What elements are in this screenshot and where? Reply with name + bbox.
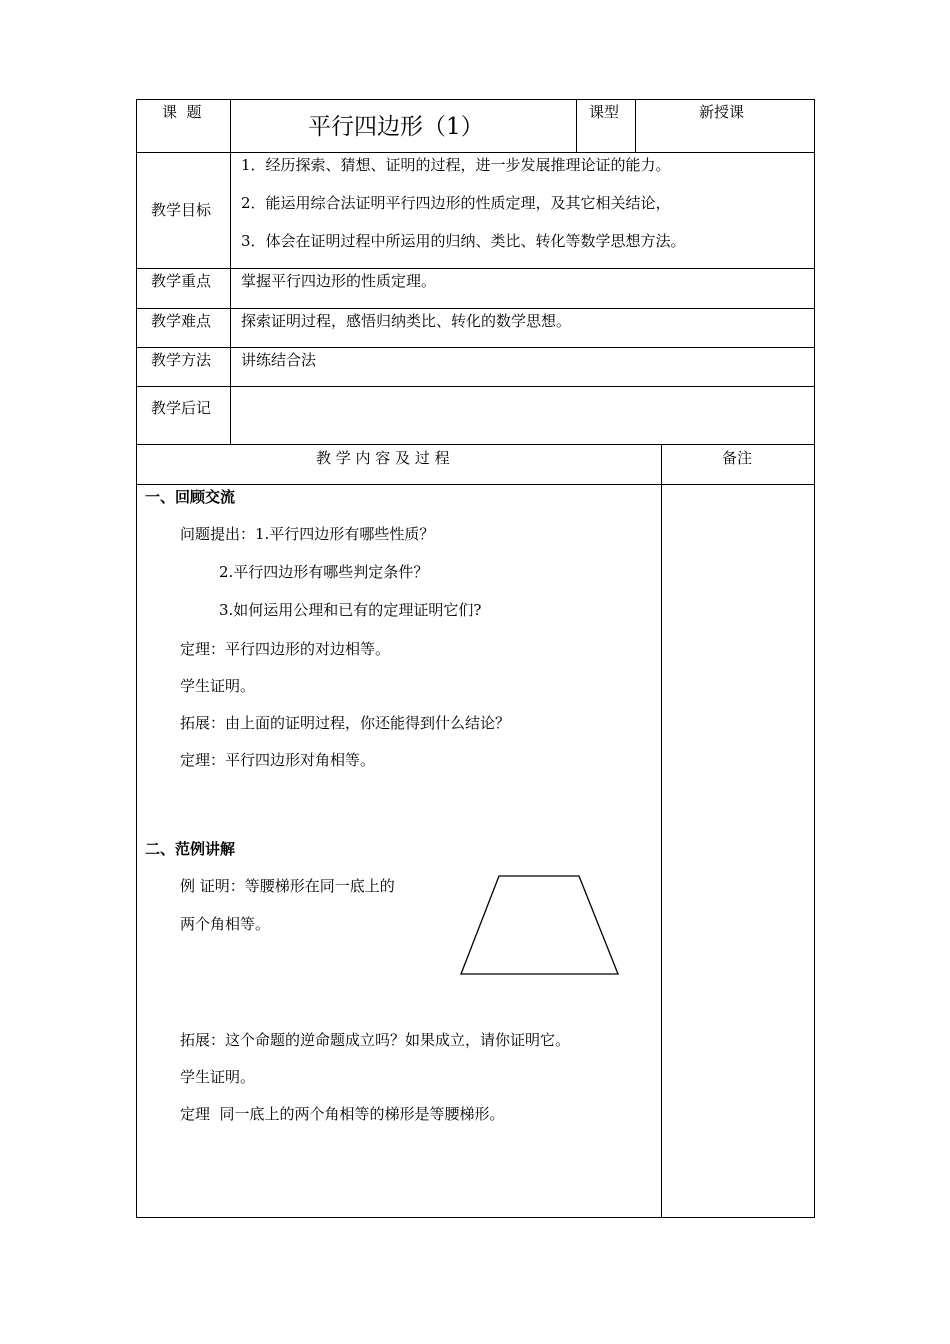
- row-divider: [136, 484, 815, 485]
- table-border-left: [136, 99, 137, 1218]
- theorem-line: 定理 同一底上的两个角相等的梯形是等腰梯形。: [180, 1105, 505, 1123]
- type-label-divider: [576, 99, 577, 153]
- type-label: 课型: [589, 103, 620, 121]
- theorem-line: 定理：平行四边形的对边相等。: [180, 640, 391, 658]
- topic-label: 课 题: [162, 103, 202, 121]
- page-title: 平行四边形（1）: [308, 114, 484, 140]
- row-divider: [136, 347, 815, 348]
- row-divider: [136, 152, 815, 153]
- row-divider: [136, 386, 815, 387]
- type-value: 新授课: [699, 103, 745, 121]
- extension-line: 拓展：由上面的证明过程，你还能得到什么结论？: [180, 714, 511, 732]
- row-divider: [136, 268, 815, 269]
- trapezoid-figure: [455, 870, 625, 980]
- theorem-line: 定理：平行四边形对角相等。: [180, 751, 376, 769]
- notes-label: 教学后记: [151, 399, 212, 417]
- key-point-label: 教学重点: [151, 272, 212, 290]
- student-proof-line: 学生证明。: [180, 1068, 256, 1086]
- remark-header: 备注: [722, 449, 753, 467]
- method-label: 教学方法: [151, 351, 212, 369]
- example-line: 两个角相等。: [180, 915, 271, 933]
- objective-item: 3．体会在证明过程中所运用的归纳、类比、转化等数学思想方法。: [241, 232, 686, 250]
- row-divider: [136, 308, 815, 309]
- table-border-bottom: [136, 1217, 815, 1218]
- student-proof-line: 学生证明。: [180, 677, 256, 695]
- objectives-label: 教学目标: [151, 201, 212, 219]
- example-line: 例 证明：等腰梯形在同一底上的: [180, 877, 395, 895]
- row-divider: [136, 444, 815, 445]
- question-line: 3.如何运用公理和已有的定理证明它们?: [219, 601, 482, 619]
- question-line: 问题提出：1.平行四边形有哪些性质？: [180, 525, 435, 543]
- method-value: 讲练结合法: [241, 351, 317, 369]
- objective-item: 2．能运用综合法证明平行四边形的性质定理，及其它相关结论，: [241, 194, 671, 212]
- remark-column-divider: [661, 444, 662, 1218]
- section-title: 一、回顾交流: [145, 488, 236, 506]
- label-column-divider: [230, 99, 231, 445]
- table-border-top: [136, 99, 815, 100]
- key-point-value: 掌握平行四边形的性质定理。: [241, 272, 437, 290]
- section-title: 二、范例讲解: [145, 840, 236, 858]
- process-header: 教 学 内 容 及 过 程: [316, 449, 450, 467]
- extension-line: 拓展：这个命题的逆命题成立吗？如果成立，请你证明它。: [180, 1031, 571, 1049]
- difficulty-value: 探索证明过程，感悟归纳类比、转化的数学思想。: [241, 312, 572, 330]
- objective-item: 1．经历探索、猜想、证明的过程，进一步发展推理论证的能力。: [241, 156, 671, 174]
- table-border-right: [814, 99, 815, 1218]
- type-value-divider: [635, 99, 636, 153]
- question-line: 2.平行四边形有哪些判定条件？: [219, 563, 429, 581]
- difficulty-label: 教学难点: [151, 312, 212, 330]
